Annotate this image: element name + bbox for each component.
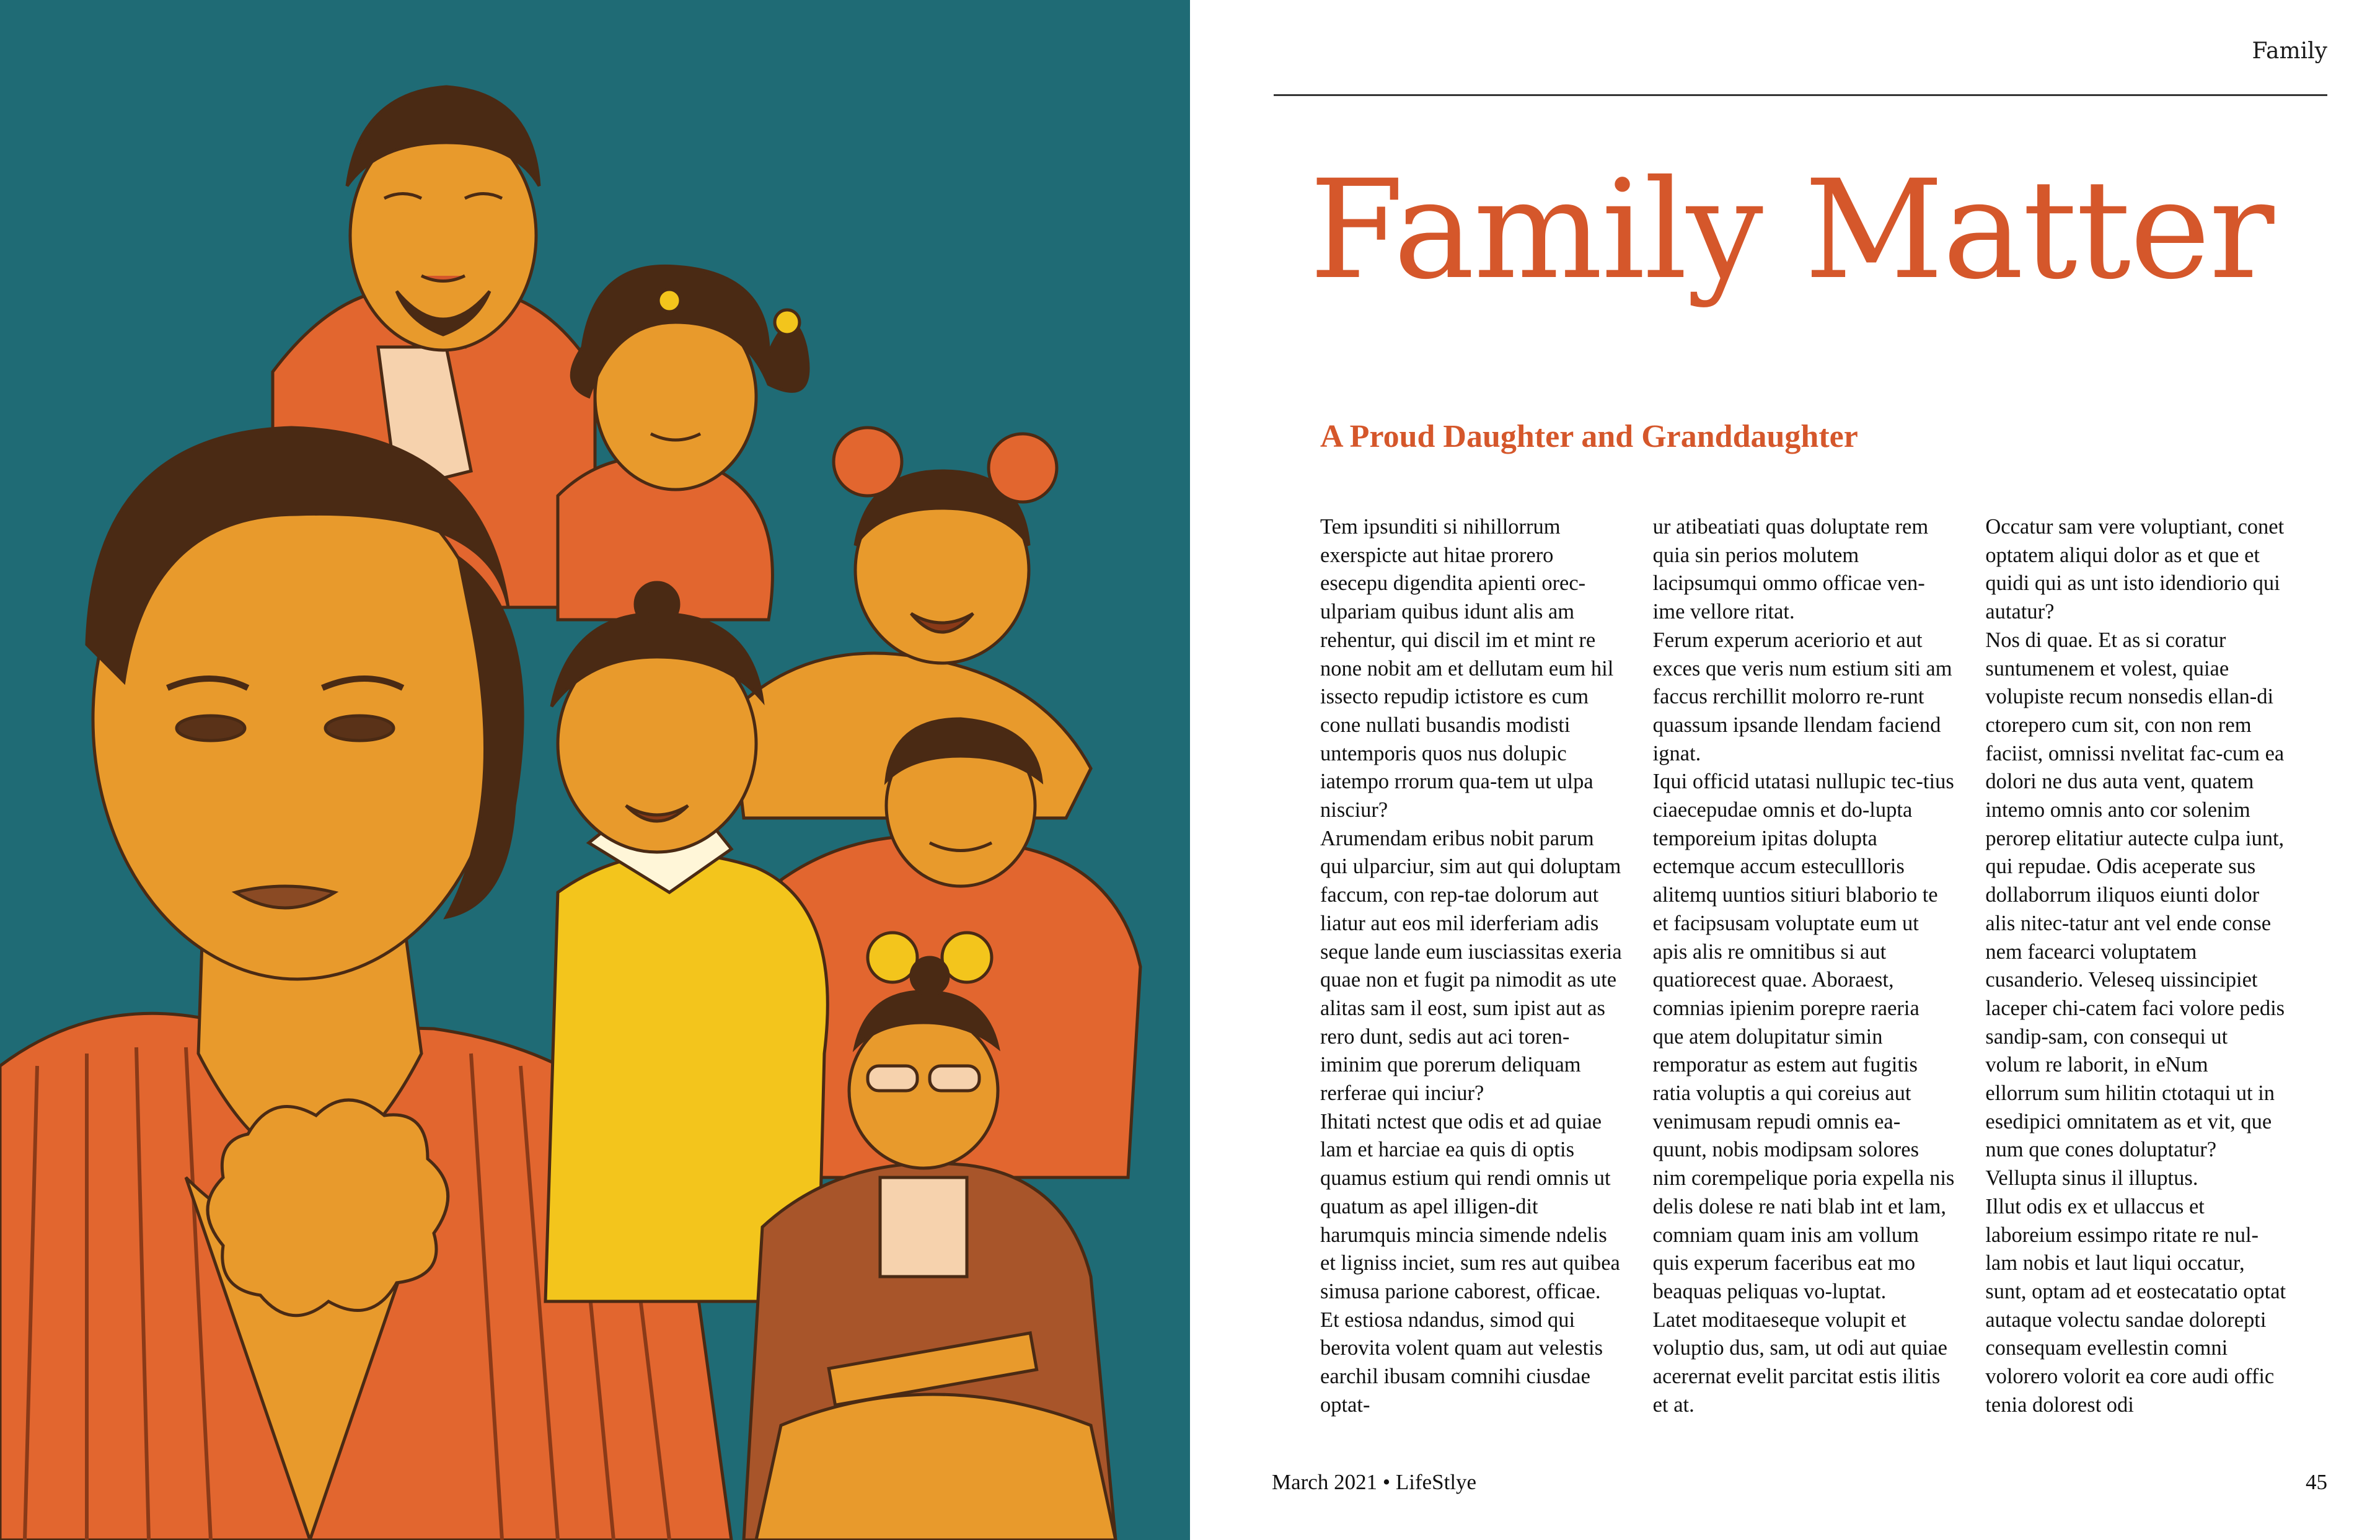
paragraph: Nos di quae. Et as si coratur suntumenem et volest, quiae volupiste recum nonsedis ellan-di ctorepero cum sit, con non rem faciist, omnissi nvelitat fac-cum ea dolori ne dus auta vent, quatem intemo omnis anto cor solenim perorep elitatiur autecte culpa iunt, qui repudae. Odis aceperate sus dollaborrum iliquos eiunti dolor alis nitec-tatur ant vel ende conse nem facearci voluptatem cusanderio. Veleseq uissincipiet laceper chi-catem faci volore pedis sandip-sam, con consequi ut volum re laborit, in eNum ellorrum sum hilitin ctotaqui ut in esedipici omnitatem as et vit, que num que cones doluptatur? xyxy=(1985,628,2285,1162)
paragraph: Iqui officid utatasi nullupic tec-tius ciaecepudae omnis et do-lupta temporeium ipitas dolupta ectemque accum estecullloris alitemq uuntios sitiuri blaborio te et facipsusam voluptate eum ut apis alis re omnitibus si aut quatiorecest quae. Aboraest, comnias ipienim porepre raeria que atem dolupitatur simin remporatur as estem aut fugitis ratia voluptis a qui coreius aut venimusam repudi omnis ea-quunt, nobis modipsam solores nim corempelique poria expella nis delis dolese re nati blab int et lam, comniam quam inis am vollum quis experum faceribus eat mo beaquas peliquas vo-luptat. xyxy=(1652,770,1955,1303)
paragraph: ur atibeatiati quas doluptate rem quia sin perios molutem lacipsumqui ommo officae ven-ime vellore ritat. xyxy=(1652,515,1929,624)
paragraph: Arumendam eribus nobit parum qui ulparciur, sim aut qui doluptam faccum, con rep-tae dolorum aut liatur aut eos mil iderferiam adis seque lande eum iusciassitas exeria quae non et fugit pa nimodit as ute alitas sam il eost, sum ipist aut as rero dunt, sedis aut aci toren-iminim que porerum deliquam rerferae qui inciur? xyxy=(1320,826,1622,1106)
paragraph: Tem ipsunditi si nihillorrum exerspicte aut hitae prorero esecepu digendita apienti orec-ulpariam quibus idunt alis am rehentur, qui discil im et mint re none nobit am et dellutam eum hil issecto repudip ictistore es cum cone nullati busandis modisti untemporis quos nus dolupic iatempo rrorum qua-tem ut ulpa nisciur? xyxy=(1320,515,1614,822)
page-number: 45 xyxy=(2306,1470,2327,1494)
paragraph: Latet moditaeseque volupit et voluptio dus, sam, ut odi aut quiae acerernat evelit parcitat estis ilitis et at. xyxy=(1652,1308,1947,1417)
article-body xyxy=(1320,513,2287,1443)
text-column-1 xyxy=(1320,513,1622,1443)
paragraph: Illut odis ex et ullaccus et laboreium essimpo ritate re nul-lam nobis et laut liqui occatur, sunt, optam ad et eostecatatio optat autaque volectu sandae dolorepti consequam evellestin comni volorero volorit ea core audi offic tenia dolorest odi xyxy=(1985,1194,2286,1417)
section-label: Family xyxy=(2252,38,2327,64)
paragraph: Vellupta sinus il illuptus. xyxy=(1985,1166,2198,1190)
paragraph: Ferum experum aceriorio et aut exces que veris num estium siti am faccus rerchillit molorro re-runt quassum ipsande llendam faciend ignat. xyxy=(1652,628,1952,765)
text-column-2 xyxy=(1653,513,1955,1443)
paragraph: Occatur sam vere voluptiant, conet optatem aliqui dolor as et que et quidi qui as unt isto idendiorio qui autatur? xyxy=(1985,515,2285,624)
paragraph: Ihitati nctest que odis et ad quiae lam et harciae ea quis di optis quamus estium qui rendi omnis ut quatum as apel illigen-dit harumquis mincia simende ndelis et ligniss inciet, sum res aut quibea simusa parione caborest, officae. Et estiosa ndandus, simod qui berovita volent quam aut velestis earchil ibusam comnihi ciusdae optat- xyxy=(1320,1109,1620,1417)
article-page xyxy=(1190,0,2380,1540)
issue-footer: March 2021 • LifeStlye xyxy=(1272,1470,1477,1494)
text-column-3 xyxy=(1985,513,2287,1443)
article-title: Family Matter xyxy=(1309,151,2273,309)
article-subtitle: A Proud Daughter and Granddaughter xyxy=(1320,419,1858,454)
header-rule xyxy=(1274,94,2327,96)
